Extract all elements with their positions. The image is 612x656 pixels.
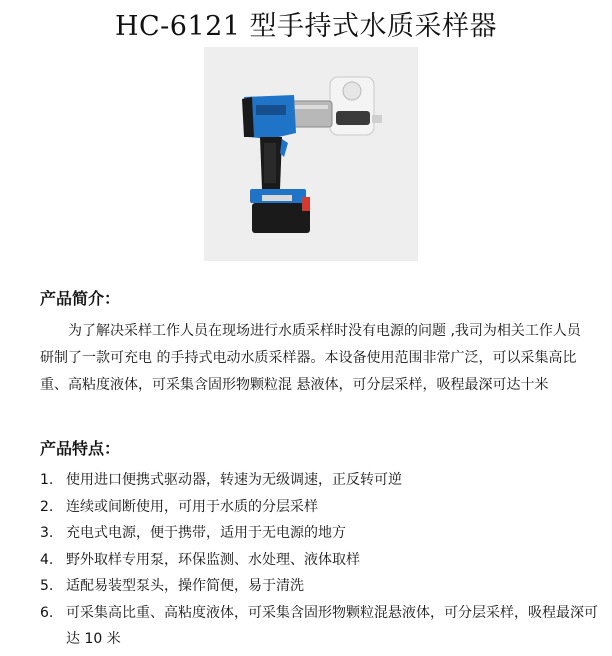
intro-paragraph: 为了解决采样工作人员在现场进行水质采样时没有电源的问题 ,我司为相关工作人员研制了一款可充电 的手持式电动水质采样器。本设备使用范围非常广泛，可以采集高比重、高粘度液体，可采集含固形物颗粒混 悬液体，可分层采样，吸程最深可达十米 [40,323,581,393]
features-heading: 产品特点： [40,439,121,458]
list-item [40,520,600,547]
list-item-text: 野外取样专用泵，环保监测、水处理、液体取样 [66,551,360,568]
list-item [40,547,600,574]
list-item-number: 6. [40,604,54,621]
list-item-text: 可采集高比重、高粘度液体，可采集含固形物颗粒混悬液体，可分层采样，吸程最深可达 10 米 [66,604,598,647]
list-item-text: 适配易装型泵头，操作简便，易于清洗 [66,578,304,594]
page-title: HC-6121 型手持式水质采样器 [114,11,498,42]
features-list [40,467,600,653]
list-item-text: 充电式电源，便于携带，适用于无电源的地方 [66,525,346,541]
list-item-number: 1. [40,472,54,488]
product-photo [204,47,418,261]
water-sampler-photo-icon [204,47,418,261]
list-item-number: 4. [40,551,54,568]
list-item [40,600,600,653]
list-item [40,467,600,494]
list-item [40,573,600,600]
list-item [40,494,600,521]
list-item-number: 3. [40,525,54,541]
intro-heading: 产品简介： [40,289,121,308]
list-item-number: 5. [40,578,54,594]
list-item-text: 连续或间断使用，可用于水质的分层采样 [66,498,318,515]
list-item-text: 使用进口便携式驱动器，转速为无级调速，正反转可逆 [66,472,402,488]
list-item-number: 2. [40,498,54,515]
